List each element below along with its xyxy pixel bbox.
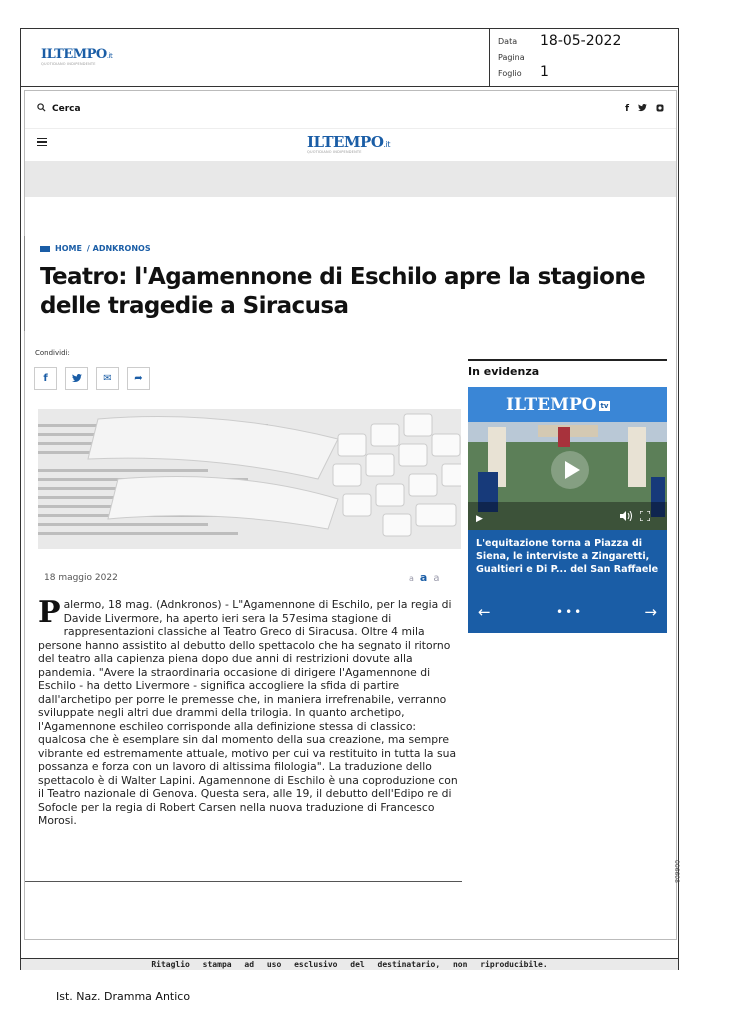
arrow-left-icon[interactable]: ← [478, 603, 491, 621]
search-icon [37, 103, 46, 115]
header-divider [25, 128, 676, 129]
share-forward-button[interactable]: ➦ [127, 367, 150, 390]
font-normal-button[interactable]: a [419, 571, 428, 584]
instagram-icon[interactable] [656, 104, 664, 115]
social-links [625, 104, 664, 115]
video-player[interactable] [468, 387, 667, 530]
clipping-frame [20, 28, 679, 970]
breadcrumb [40, 244, 151, 253]
hamburger-menu-icon[interactable] [37, 138, 47, 146]
fullscreen-icon[interactable] [640, 511, 650, 524]
video-caption-line: Gualtieri e Di P... del San Raffaele [476, 564, 659, 575]
font-larger-button[interactable]: a [433, 573, 440, 584]
site-header [25, 91, 676, 191]
left-rule [24, 236, 25, 331]
article-dropcap: P [38, 595, 61, 630]
folder-icon [40, 246, 50, 252]
article-hero-image [38, 409, 461, 549]
site-logo-subtitle: QUOTIDIANO INDIPENDENTE [307, 150, 362, 154]
video-play-small-icon[interactable]: ▶ [476, 514, 483, 524]
arrow-right-icon[interactable]: → [644, 603, 657, 621]
video-caption-line: Siena, le interviste a Zingaretti, [476, 551, 650, 562]
newspaper-logo-subtitle: QUOTIDIANO INDIPENDENTE [41, 62, 96, 66]
video-caption-line: L'equitazione torna a Piazza di [476, 538, 643, 549]
webpage-capture [24, 90, 677, 940]
play-button[interactable] [551, 451, 589, 489]
site-logo[interactable]: ILTEMPO.it [307, 133, 391, 151]
meta-label-foglio: Foglio [498, 69, 522, 78]
article-date: 18 maggio 2022 [44, 573, 118, 583]
article-headline: Teatro: l'Agamennone di Eschilo apre la stagione delle tragedie a Siracusa [40, 264, 646, 319]
share-facebook-button[interactable]: f [34, 367, 57, 390]
meta-value-data: 18-05-2022 [540, 33, 622, 49]
share-twitter-button[interactable] [65, 367, 88, 390]
breadcrumb-home[interactable]: HOME [55, 244, 82, 253]
clipping-code: 006608 [673, 860, 680, 883]
breadcrumb-section[interactable]: / ADNKRONOS [86, 244, 151, 253]
meta-value-foglio: 1 [540, 64, 549, 80]
ad-banner-placeholder [25, 161, 676, 197]
share-email-button[interactable]: ✉ [96, 367, 119, 390]
volume-icon[interactable] [620, 511, 632, 524]
search-button[interactable] [37, 103, 81, 115]
article-text: alermo, 18 mag. (Adnkronos) - L"Agamennone di Eschilo, per la regia di Davide Livermore, ha aperto ieri sera la 57esima stagione di rappresentazioni classiche al Teatro Greco di Siracusa. Oltre 4 mila persone hanno assistito al debutto dello spettacolo che ha segnato il ritorno del teatro alla capienza piena dopo due anni di restrizioni dovute alla pandemia. "Avere la straordinaria occasione di dirigere l'Agamennone di Eschilo - ha detto Livermore - significa accogliere la sfida di partire dall'archetipo per porre le premesse che, in maniera irrefrenabile, verranno sviluppate negli altri due drammi della trilogia. In quanto archetipo, l'Agamennone eschileo corrisponde alla definizione stessa di classico: qualcosa che è esemplare sin dal momento della sua creazione, ma sempre vibrante ed estremamente attuale, motivo per cui va restituito in tutta la sua possanza e forza con un lavoro di altissima filologia". La traduzione dello spettacolo è di Walter Lapini. Agamennone di Eschilo è una coproduzione con il Teatro nazionale di Genova. Questa sera, alle 19, il debutto dell'Edipo re di Sofocle per la regia di Robert Carsen nella nuova traduzione di Francesco Morosi. [38, 598, 458, 827]
share-label: Condividi: [35, 349, 70, 357]
newspaper-keyboard-illustration [38, 409, 461, 549]
clipping-disclaimer: Ritaglio stampa ad uso esclusivo del destinatario, non riproducibile. [21, 958, 678, 970]
article-end-rule [25, 881, 462, 882]
carousel-dots[interactable]: ••• [556, 605, 584, 619]
facebook-icon[interactable]: f [625, 104, 629, 114]
newspaper-logo: ILTEMPO.it [41, 47, 113, 62]
share-buttons [34, 367, 150, 390]
carousel-controls [468, 603, 667, 623]
video-caption[interactable] [476, 537, 666, 576]
twitter-icon[interactable] [638, 104, 647, 115]
clipping-source: Ist. Naz. Dramma Antico [56, 990, 191, 1003]
sidebar-rule [468, 359, 667, 361]
sidebar-title: In evidenza [468, 365, 540, 378]
featured-video-card[interactable] [468, 387, 667, 633]
video-brand-logo: ILTEMPO tv [506, 395, 609, 415]
font-size-controls [409, 571, 439, 584]
article-body [38, 595, 458, 828]
clipping-meta [490, 29, 678, 87]
meta-label-data: Data [498, 37, 518, 46]
font-smaller-button[interactable]: a [409, 574, 414, 583]
meta-label-pagina: Pagina [498, 53, 525, 62]
play-icon [565, 461, 580, 479]
search-label: Cerca [52, 104, 81, 114]
clipping-header [21, 29, 490, 87]
